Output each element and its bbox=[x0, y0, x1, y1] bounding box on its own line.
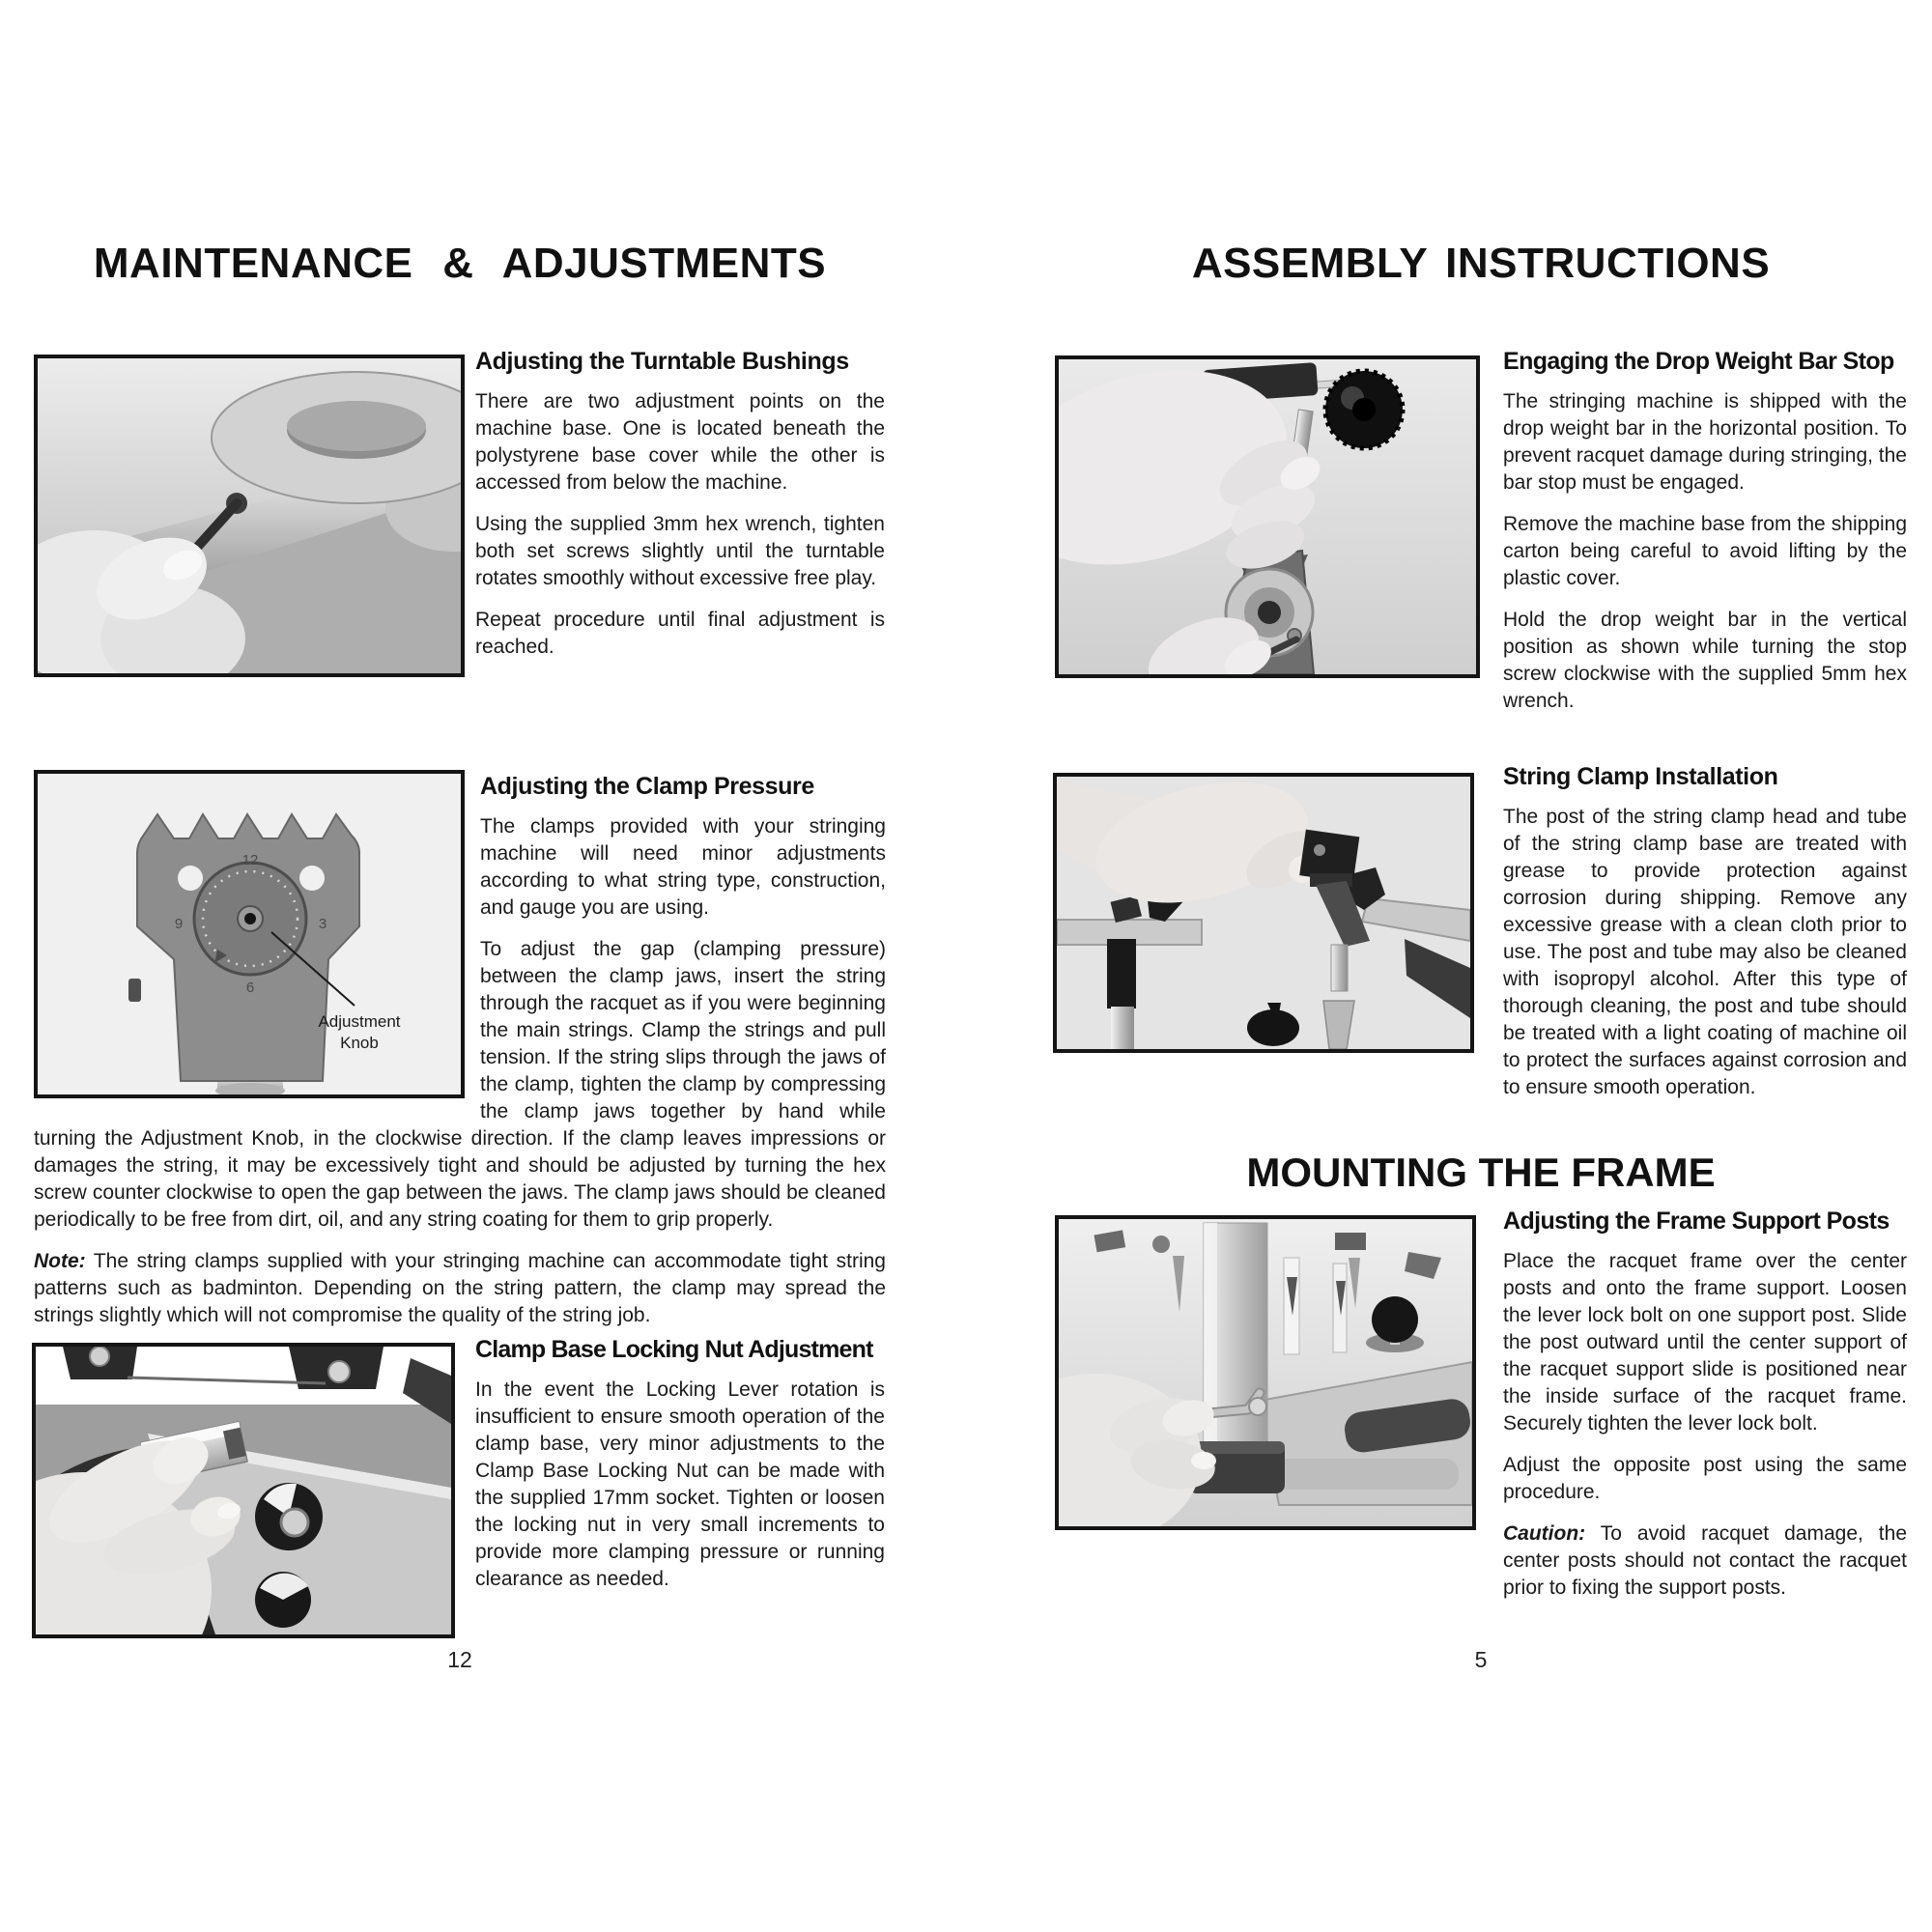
drop-weight-paragraph-3: Hold the drop weight bar in the vertical position as shown while turning the stop screw clockwise with the supplied 5mm hex wrench. bbox=[1503, 609, 1907, 712]
figure-clamp-base-locking-nut bbox=[32, 1343, 455, 1638]
drop-weight-bar-photo bbox=[1059, 359, 1476, 674]
frame-support-posts-photo bbox=[1059, 1219, 1472, 1526]
left-page-number: 12 bbox=[447, 1647, 472, 1672]
left-page-title: MAINTENANCE & ADJUSTMENTS bbox=[93, 240, 827, 287]
adjustment-knob-label-line1: Adjustment bbox=[318, 1012, 401, 1031]
caution-text: To avoid racquet damage, the center posts should not contact the racquet prior to fixing the support posts. bbox=[1503, 1522, 1907, 1599]
support-posts-paragraph-1: Place the racquet frame over the center posts and onto the frame support. Loosen the lever lock bolt on one support post. Slide the post outward until the center support of the racquet support slide is positioned near the inside surface of the racquet frame. Securely tighten the lever lock bolt. bbox=[1503, 1250, 1907, 1435]
figure-clamp-head bbox=[34, 770, 465, 1098]
turntable-paragraph-3: Repeat procedure until final adjustment is reached. bbox=[475, 609, 885, 658]
figure-string-clamp-installation bbox=[1053, 773, 1474, 1053]
clamp-pressure-paragraph-1: The clamps provided with your stringing machine will need minor adjustments according to what string type, construction, and gauge you are using. bbox=[480, 815, 886, 919]
caution-label: Caution: bbox=[1503, 1522, 1586, 1545]
mounting-the-frame-title: MOUNTING THE FRAME bbox=[1246, 1150, 1716, 1195]
figure-drop-weight-bar bbox=[1055, 355, 1480, 678]
string-clamp-installation-photo bbox=[1057, 777, 1470, 1049]
clamp-pressure-note bbox=[34, 1248, 886, 1329]
turntable-paragraph-1: There are two adjustment points on the machine base. One is located beneath the polystyrene base cover while the other is accessed from below the machine. bbox=[475, 390, 885, 494]
clamp-pressure-paragraph-2: To adjust the gap (clamping pressure) between the clamp jaws, insert the string through the racquet as if you were beginning the main strings. Clamp the strings and pull tension. If the string slips through the jaws of the clamp, tighten the clamp by compressing the clamp jaws together by hand while turning the Adjustment Knob, in the clockwise direction. If the clamp leaves impressions or damages the string, it may be excessively tight and should be adjusted by turning the hex screw counter clockwise to open the gap between the jaws. The clamp jaws should be cleaned periodically to be free from dirt, oil, and any string coating for them to grip properly. bbox=[34, 938, 886, 1231]
dial-number-12: 12 bbox=[242, 852, 259, 868]
section-support-posts bbox=[1503, 1208, 1907, 1616]
clamp-pressure-heading: Adjusting the Clamp Pressure bbox=[480, 773, 814, 800]
figure-frame-support-posts bbox=[1055, 1215, 1476, 1530]
locking-nut-heading: Clamp Base Locking Nut Adjustment bbox=[475, 1336, 873, 1363]
support-posts-heading: Adjusting the Frame Support Posts bbox=[1503, 1208, 1889, 1235]
section-clamp-pressure bbox=[34, 761, 886, 1344]
locking-nut-paragraph-1: In the event the Locking Lever rotation is insufficient to ensure smooth operation of the clamp base, very minor adjustments to the Clamp Base Locking Nut can be made with the supplied 17mm socket. Tighten or loosen the locking nut in very small increments to provide more clamping pressure or running clearance as needed. bbox=[475, 1378, 885, 1590]
figure-turntable-bushings bbox=[34, 355, 465, 677]
string-clamp-paragraph-1: The post of the string clamp head and tube of the string clamp base are treated with grease to provide protection against corrosion during shipping. Remove any excessive grease with a clean cloth prior to use. The post and tube may also be cleaned with isopropyl alcohol. After this type of thorough cleaning, the post and tube should be treated with a light coating of machine oil to protect the surfaces against corrosion and to ensure smooth operation. bbox=[1503, 806, 1907, 1098]
support-posts-paragraph-2: Adjust the opposite post using the same procedure. bbox=[1503, 1454, 1907, 1503]
section-locking-nut bbox=[475, 1336, 885, 1607]
clamp-base-locking-nut-photo bbox=[36, 1347, 451, 1634]
note-text: The string clamps supplied with your stringing machine can accommodate tight string patterns such as badminton. Depending on the string pattern, the clamp may spread the strings slightly which will not compromise the quality of the string job. bbox=[34, 1250, 886, 1326]
dial-number-6: 6 bbox=[245, 980, 255, 996]
section-turntable-bushings bbox=[475, 348, 885, 675]
turntable-paragraph-2: Using the supplied 3mm hex wrench, tighten both set screws slightly until the turntable rotates smoothly without excessive free play. bbox=[475, 513, 885, 589]
support-posts-caution bbox=[1503, 1520, 1907, 1602]
section-string-clamp bbox=[1503, 763, 1907, 1116]
right-page-title: ASSEMBLY INSTRUCTIONS bbox=[1191, 240, 1771, 287]
right-page-number: 5 bbox=[1474, 1647, 1488, 1672]
dial-number-9: 9 bbox=[174, 916, 184, 932]
turntable-heading: Adjusting the Turntable Bushings bbox=[475, 348, 849, 375]
note-label: Note: bbox=[34, 1250, 86, 1272]
adjustment-knob-label-line2: Knob bbox=[340, 1034, 379, 1052]
turntable-bushings-photo bbox=[38, 358, 461, 673]
clamp-head-photo bbox=[38, 774, 461, 1094]
string-clamp-heading: String Clamp Installation bbox=[1503, 763, 1778, 790]
drop-weight-paragraph-1: The stringing machine is shipped with the drop weight bar in the horizontal position. To prevent racquet damage during stringing, the bar stop must be engaged. bbox=[1503, 390, 1907, 494]
section-drop-weight bbox=[1503, 348, 1907, 729]
drop-weight-heading: Engaging the Drop Weight Bar Stop bbox=[1503, 348, 1894, 375]
drop-weight-paragraph-2: Remove the machine base from the shipping carton being careful to avoid lifting by the plastic cover. bbox=[1503, 513, 1907, 589]
dial-number-3: 3 bbox=[318, 916, 327, 932]
